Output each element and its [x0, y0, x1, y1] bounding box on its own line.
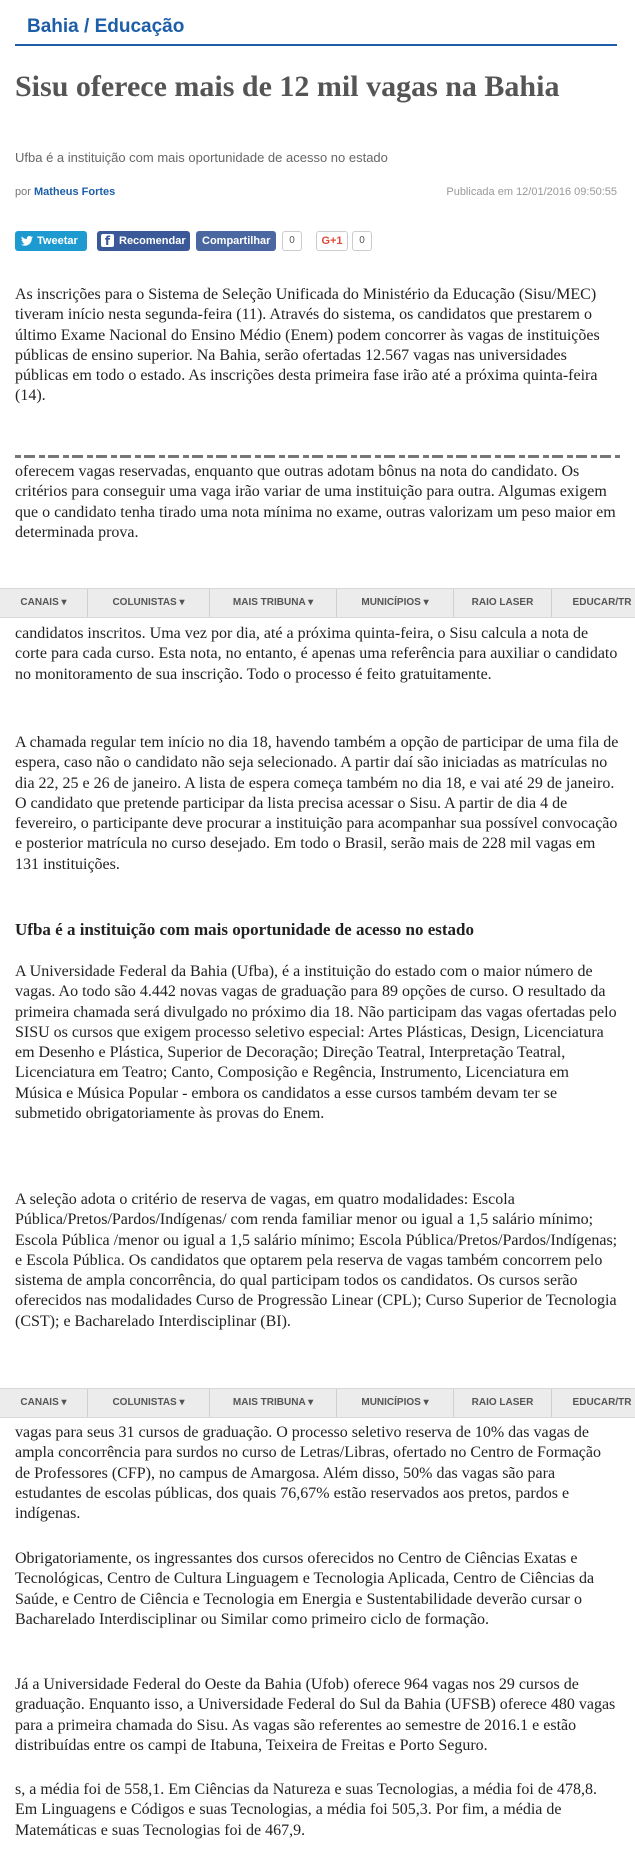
author-link[interactable]: Matheus Fortes: [33, 186, 116, 198]
chevron-down-icon: ▾: [423, 597, 429, 608]
gplus-button[interactable]: G+1: [316, 231, 348, 251]
nav-canais[interactable]: CANAIS ▾: [0, 589, 88, 617]
chevron-down-icon: ▾: [61, 597, 67, 608]
paragraph-10: s, a média foi de 558,1. Em Ciências da Natureza e suas Tecnologias, a média foi de 478,8. Em Linguagens e Códigos e suas Tecnologias, a média foi 505,3. Por fim, a média de Matemáticas e suas Tecnologias foi de 467,9.: [15, 1781, 597, 1839]
nav-mais-tribuna[interactable]: MAIS TRIBUNA ▾: [210, 1389, 337, 1417]
nav-raio-laser[interactable]: RAIO LASER: [454, 589, 552, 617]
nav-canais[interactable]: CANAIS ▾: [0, 1389, 88, 1417]
chevron-down-icon: ▾: [179, 1397, 185, 1408]
nav-municipios[interactable]: MUNICÍPIOS ▾: [337, 1389, 454, 1417]
paragraph-1: As inscrições para o Sistema de Seleção Unificada do Ministério da Educação (Sisu/MEC) tiveram início nesta segunda-feira (11). Através do sistema, os candidatos que prestarem o último Exame Nacional do Ensino Médio (Enem) podem concorrer às vagas de instituições públicas de ensino superior. Na Bahia, serão ofertadas 12.567 vagas nas universidades públicas em todo o estado. As inscrições desta primeira fase irão até a próxima quinta-feira (14).: [15, 286, 600, 405]
section-subheading: Ufba é a instituição com mais oportunidade de acesso no estado: [15, 920, 475, 939]
fb-share-label: Compartilhar: [202, 235, 271, 247]
paragraph-6: A seleção adota o critério de reserva de vagas, em quatro modalidades: Escola Pública/Pretos/Pardos/Indígenas/ com renda familiar menor ou igual a 1,5 salário mínimo; Escola Pública /menor ou igual a 1,5 salário mínimo; Escola Pública/Pretos/Pardos/Indígenas; e Escola Pública. Os candidatos que optarem pela reserva de vagas também concorrem pelo sistema de ampla concorrência, do qual participam todos os candidatos. Os cursos serão oferecidos nas modalidades Curso de Progressão Linear (CPL); Curso Superior de Tecnologia (CST); e Bacharelado Interdisciplinar (BI).: [15, 1191, 618, 1330]
scroll-fade: [0, 1368, 635, 1388]
chevron-down-icon: ▾: [179, 597, 185, 608]
facebook-icon: f: [101, 234, 114, 247]
chevron-down-icon: ▾: [308, 1397, 314, 1408]
paragraph-4: A chamada regular tem início no dia 18, havendo também a opção de participar de uma fila de espera, caso não o candidato não seja selecionado. A partir daí são iniciadas as matrículas no dia 22, 25 e 26 de janeiro. A lista de espera começa também no dia 18, e vai até 29 de janeiro. O candidato que pretende participar da lista precisa acessar o Sisu. A partir de dia 4 de fevereiro, o participante deve procurar a instituição para acompanhar sua possível convocação e posterior matrícula no curso desejado. Em todo o Brasil, serão mais de 228 mil vagas em 131 instituições.: [15, 734, 619, 873]
paragraph-3: candidatos inscritos. Uma vez por dia, até a próxima quinta-feira, o Sisu calcula a nota de corte para cada curso. Esta nota, no entanto, é apenas uma referência para auxiliar o candidato no monitoramento de sua inscrição. Todo o processo é feito gratuitamente.: [15, 625, 618, 683]
nav-mais-tribuna[interactable]: MAIS TRIBUNA ▾: [210, 589, 337, 617]
paragraph-8: Obrigatoriamente, os ingressantes dos cursos oferecidos no Centro de Ciências Exatas e Tecnológicas, Centro de Cultura Linguagem e Tecnologia Aplicada, Centro de Ciências da Saúde, e Centro de Ciência e Tecnologia em Energia e Sustentabilidade deverão cursar o Bacharelado Interdisciplinar ou Similar como primeiro ciclo de formação.: [15, 1550, 595, 1628]
sticky-nav-bar-repeat: [0, 1388, 635, 1418]
paragraph-9: Já a Universidade Federal do Oeste da Bahia (Ufob) oferece 964 vagas nos 29 cursos de graduação. Enquanto isso, a Universidade Federal do Sul da Bahia (UFSB) oferece 480 vagas para a primeira chamada do Sisu. As vagas são referentes ao semestre de 2016.1 e estão distribuídas entre os campi de Itabuna, Teixeira de Freitas e Porto Seguro.: [15, 1676, 616, 1754]
chevron-down-icon: ▾: [61, 1397, 67, 1408]
nav-colunistas[interactable]: COLUNISTAS ▾: [88, 1389, 210, 1417]
fb-recommend-label: Recomendar: [119, 235, 186, 247]
paragraph-7: vagas para seus 31 cursos de graduação. O processo seletivo reserva de 10% das vagas de ampla concorrência para surdos no curso de Letras/Libras, ofertado no Centro de Formação de Professores (CFP), no campus de Amargosa. Além disso, 50% das vagas são para estudantes de escolas públicas, dos quais 76,67% estão reservados aos pretos, pardos e indígenas.: [15, 1424, 601, 1523]
article-title: Sisu oferece mais de 12 mil vagas na Bahia: [15, 70, 560, 103]
paragraph-2: oferecem vagas reservadas, enquanto que outras adotam bônus na nota do candidato. Os critérios para conseguir uma vaga irão variar de uma instituição para outra. Algumas exigem que o candidato tenha tirado uma nota mínima no exame, outras valorizam um peso maior em determinada prova.: [15, 463, 616, 541]
twitter-bird-icon: [21, 236, 33, 246]
sticky-nav-bar: [0, 588, 635, 618]
chevron-down-icon: ▾: [308, 597, 314, 608]
byline: [15, 186, 115, 198]
section-header: [15, 0, 617, 46]
fb-share-button[interactable]: [196, 231, 276, 251]
chevron-down-icon: ▾: [423, 1397, 429, 1408]
fb-share-count: 0: [282, 231, 302, 251]
scroll-fade: [0, 572, 635, 588]
byline-prefix: por: [15, 186, 31, 198]
paragraph-5: A Universidade Federal da Bahia (Ufba), é a instituição do estado com o maior número de vagas. Ao todo são 4.442 novas vagas de graduação para 89 opções de curso. O resultado da primeira chamada será divulgado no próximo dia 18. Não participam das vagas ofertadas pelo SISU os cursos que exigem processo seletivo especial: Artes Plásticas, Design, Licenciatura em Desenho e Plástica, Superior de Decoração; Direção Teatral, Interpretação Teatral, Licenciatura em Teatro; Canto, Composição e Regência, Instrumento, Licenciatura em Música e Música Popular - embora os candidatos a esse cursos também devam ter se submetido obrigatoriamente às provas do Enem.: [15, 963, 617, 1123]
nav-municipios[interactable]: MUNICÍPIOS ▾: [337, 589, 454, 617]
tweet-label: Tweetar: [37, 235, 78, 247]
tweet-button[interactable]: [15, 231, 87, 251]
nav-colunistas[interactable]: COLUNISTAS ▾: [88, 589, 210, 617]
gplus-count: 0: [352, 231, 372, 251]
nav-raio-laser[interactable]: RAIO LASER: [454, 1389, 552, 1417]
nav-educar[interactable]: EDUCAR/TR: [572, 597, 632, 608]
article-subtitle: Ufba é a instituição com mais oportunidade de acesso no estado: [15, 150, 388, 165]
published-date: Publicada em 12/01/2016 09:50:55: [446, 186, 617, 198]
section-breadcrumb[interactable]: Bahia / Educação: [27, 16, 185, 37]
nav-educar[interactable]: EDUCAR/TR: [572, 1397, 632, 1408]
fb-recommend-button[interactable]: [97, 231, 190, 251]
